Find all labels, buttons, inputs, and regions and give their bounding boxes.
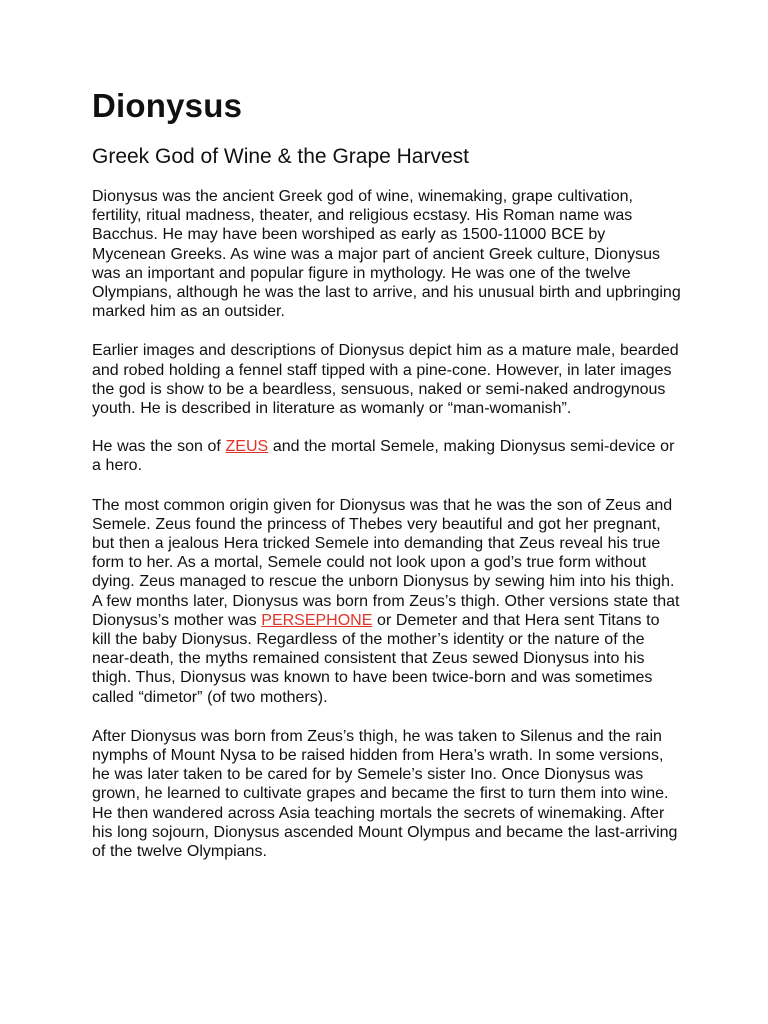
document-title: Dionysus bbox=[92, 87, 243, 124]
paragraph-parentage-text-before: He was the son of bbox=[92, 438, 226, 456]
paragraph-intro: Dionysus was the ancient Greek god of wine, winemaking, grape cultivation, fertility, ritual madness, theater, and religious ecstasy. His Roman name was Bacchus. He may have been worshiped as early as 1500-11000 BCE by Mycenean Greeks. As wine was a major part of ancient Greek culture, Dionysus was an important and popular figure in mythology. He was one of the twelve Olympians, although he was the last to arrive, and his unusual birth and upbringing marked him as an outsider. bbox=[92, 188, 681, 321]
document-subtitle: Greek God of Wine & the Grape Harvest bbox=[92, 145, 469, 168]
paragraph-origin-text-before: The most common origin given for Dionysus was that he was the son of Zeus and Semele. Zeus found the princess of Thebes very beautiful and got her pregnant, but then a jealous Hera tricked Semele into demanding that Zeus reveal his true form to her. As a mortal, Semele could not look upon a god’s true form without dying. Zeus managed to rescue the unborn Dionysus by sewing him into his thigh. A few months later, Dionysus was born from Zeus’s thigh. Other versions state that Dionysus’s mother was bbox=[92, 496, 680, 629]
paragraph-parentage-text-after: and the mortal Semele, making Dionysus semi-device or a hero. bbox=[92, 438, 675, 475]
paragraph-origin bbox=[92, 496, 682, 707]
persephone-link[interactable]: PERSEPHONE bbox=[261, 611, 373, 629]
document-page bbox=[92, 86, 682, 861]
zeus-link[interactable]: ZEUS bbox=[225, 438, 269, 456]
paragraph-upbringing: After Dionysus was born from Zeus’s thigh, he was taken to Silenus and the rain nymphs of Mount Nysa to be raised hidden from Hera’s wrath. In some versions, he was later taken to be cared for by Semele’s sister Ino. Once Dionysus was grown, he learned to cultivate grapes and became the first to turn them into wine. He then wandered across Asia teaching mortals the secrets of winemaking. After his long sojourn, Dionysus ascended Mount Olympus and became the last-arriving of the twelve Olympians. bbox=[92, 727, 678, 861]
paragraph-parentage bbox=[92, 437, 682, 475]
paragraph-origin-text-after: or Demeter and that Hera sent Titans to kill the baby Dionysus. Regardless of the mother’s identity or the nature of the near-death, the myths remained consistent that Zeus sewed Dionysus into his thigh. Thus, Dionysus was known to have been twice-born and was sometimes called “dimetor” (of two mothers). bbox=[92, 611, 660, 706]
paragraph-depictions: Earlier images and descriptions of Dionysus depict him as a mature male, bearded and robed holding a fennel staff tipped with a pine-cone. However, in later images the god is show to be a beardless, sensuous, naked or semi-naked androgynous youth. He is described in literature as womanly or “man-womanish”. bbox=[92, 342, 679, 418]
